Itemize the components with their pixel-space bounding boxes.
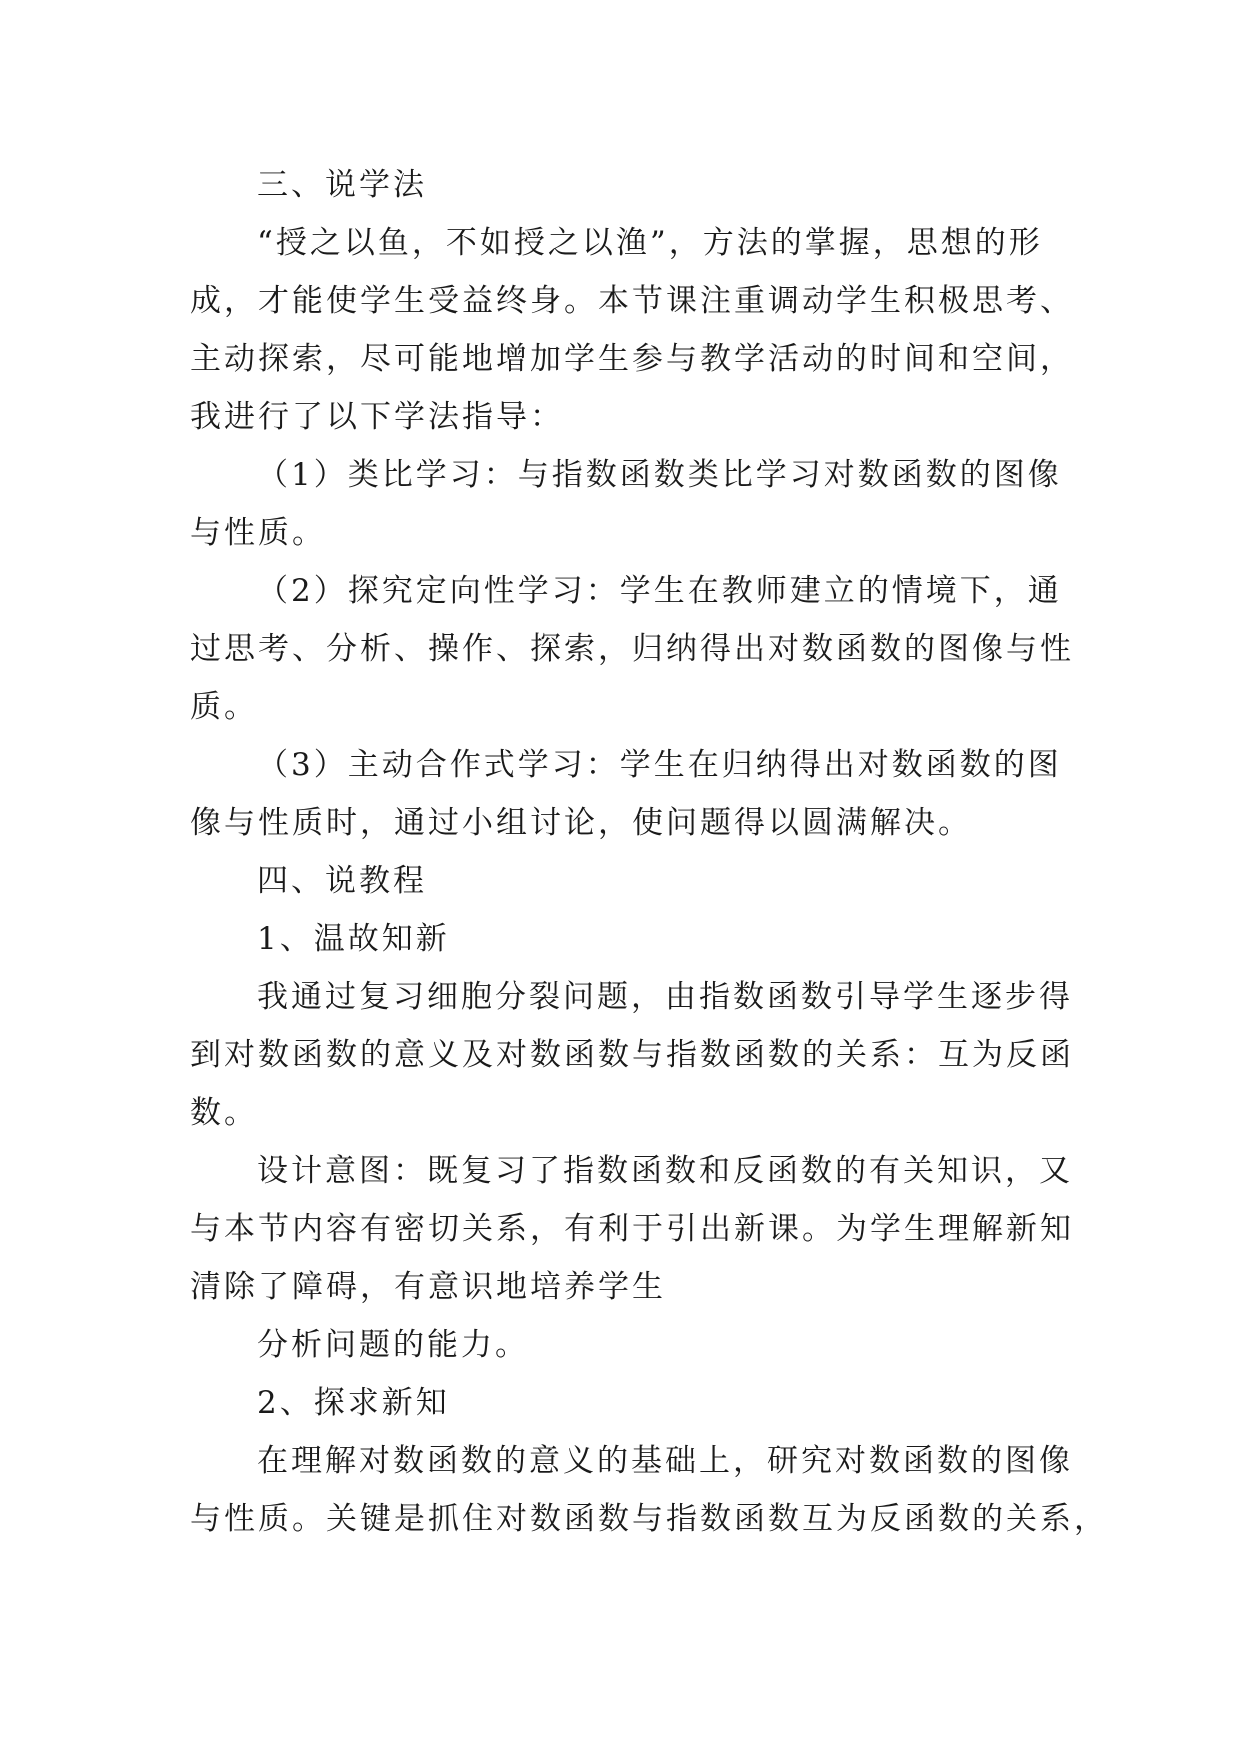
- paragraph-line: 到对数函数的意义及对数函数与指数函数的关系：互为反函: [190, 1037, 1074, 1073]
- paragraph-line: 像与性质时，通过小组讨论，使问题得以圆满解决。: [190, 805, 972, 841]
- heading-teaching-process: 四、说教程: [257, 863, 427, 899]
- paragraph-line: 主动探索，尽可能地增加学生参与教学活动的时间和空间，: [190, 341, 1074, 377]
- paragraph-line: 与本节内容有密切关系，有利于引出新课。为学生理解新知: [190, 1211, 1074, 1247]
- subheading-explore: 2、探求新知: [257, 1385, 450, 1421]
- list-item-cooperative: （3）主动合作式学习：学生在归纳得出对数函数的图: [257, 747, 1062, 783]
- paragraph-line: “授之以鱼，不如授之以渔”，方法的掌握，思想的形: [257, 225, 1043, 261]
- heading-study-method: 三、说学法: [257, 167, 427, 203]
- list-item-inquiry: （2）探究定向性学习：学生在教师建立的情境下，通: [257, 573, 1062, 609]
- paragraph-line: 设计意图：既复习了指数函数和反函数的有关知识，又: [257, 1153, 1073, 1189]
- paragraph-line: 我进行了以下学法指导：: [190, 399, 564, 435]
- paragraph-line: 我通过复习细胞分裂问题，由指数函数引导学生逐步得: [257, 979, 1073, 1015]
- paragraph-line: 数。: [190, 1095, 258, 1131]
- paragraph-line: 成，才能使学生受益终身。本节课注重调动学生积极思考、: [190, 283, 1074, 319]
- paragraph-line: 清除了障碍，有意识地培养学生: [190, 1269, 666, 1305]
- subheading-review: 1、温故知新: [257, 921, 450, 957]
- paragraph-line: 与性质。: [190, 515, 326, 551]
- paragraph-line: 与性质。关键是抓住对数函数与指数函数互为反函数的关系，: [190, 1501, 1108, 1537]
- list-item-analogy: （1）类比学习：与指数函数类比学习对数函数的图像: [257, 457, 1062, 493]
- paragraph-line: 在理解对数函数的意义的基础上，研究对数函数的图像: [257, 1443, 1073, 1479]
- paragraph-line: 过思考、分析、操作、探索，归纳得出对数函数的图像与性: [190, 631, 1074, 667]
- paragraph-line: 质。: [190, 689, 258, 725]
- paragraph-line: 分析问题的能力。: [257, 1327, 529, 1363]
